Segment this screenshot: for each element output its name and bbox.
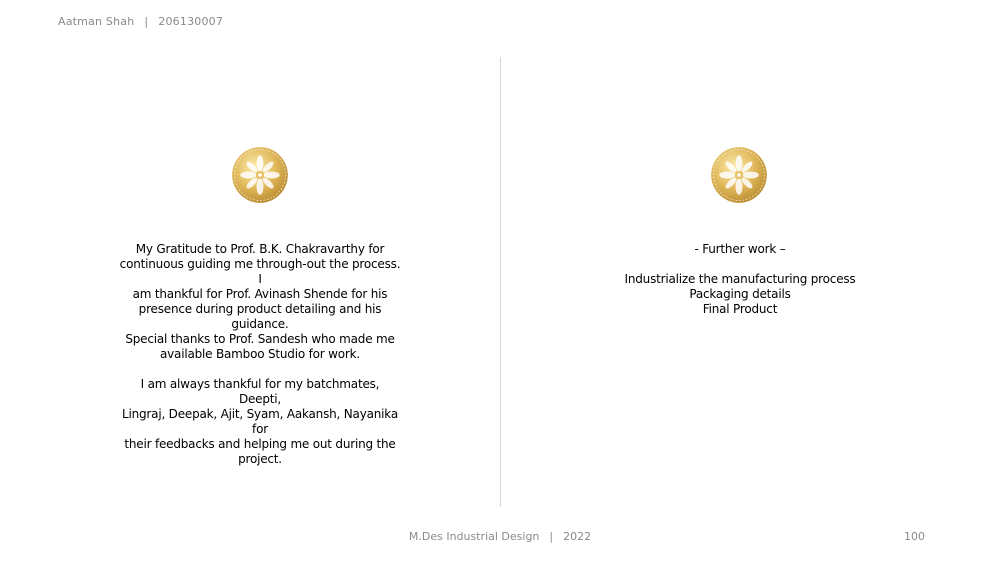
acknowledgement-line: am thankful for Prof. Avinash Shende for his bbox=[132, 287, 388, 301]
batchmates-line: Lingraj, Deepak, Ajit, Syam, Aakansh, Nayanika for bbox=[121, 407, 398, 436]
acknowledgement-line: Special thanks to Prof. Sandesh who made me bbox=[125, 332, 395, 346]
acknowledgement-line: presence during product detailing and his bbox=[138, 302, 382, 316]
gold-mandala-emblem-icon bbox=[710, 146, 768, 204]
header-separator: | bbox=[144, 15, 149, 28]
program-name: M.Des Industrial Design bbox=[408, 530, 540, 543]
acknowledgements-text bbox=[118, 242, 402, 467]
batchmates-line: project. bbox=[238, 452, 282, 466]
acknowledgement-line: guidance. bbox=[231, 317, 289, 331]
program-year: 2022 bbox=[563, 530, 592, 543]
column-divider bbox=[500, 57, 501, 507]
paragraph-spacer bbox=[118, 362, 402, 377]
further-work-section bbox=[590, 242, 890, 317]
header-author-info bbox=[58, 15, 223, 28]
further-work-item: Final Product bbox=[702, 302, 778, 316]
gold-mandala-emblem-icon bbox=[231, 146, 289, 204]
further-work-item: Industrialize the manufacturing process bbox=[624, 272, 856, 286]
roll-number: 206130007 bbox=[158, 15, 224, 28]
paragraph-spacer bbox=[590, 257, 890, 272]
acknowledgement-line: My Gratitude to Prof. B.K. Chakravarthy for bbox=[135, 242, 385, 256]
acknowledgement-line: continuous guiding me through-out the process. I bbox=[119, 257, 401, 286]
author-name: Aatman Shah bbox=[58, 15, 135, 28]
footer-program-info bbox=[0, 530, 1000, 543]
further-work-item: Packaging details bbox=[689, 287, 791, 301]
batchmates-line: their feedbacks and helping me out during the bbox=[124, 437, 396, 451]
acknowledgement-line: available Bamboo Studio for work. bbox=[160, 347, 360, 361]
batchmates-line: I am always thankful for my batchmates, Deepti, bbox=[140, 377, 380, 406]
further-work-heading: - Further work – bbox=[694, 242, 786, 256]
page-number: 100 bbox=[904, 530, 925, 543]
footer-separator: | bbox=[549, 530, 554, 543]
